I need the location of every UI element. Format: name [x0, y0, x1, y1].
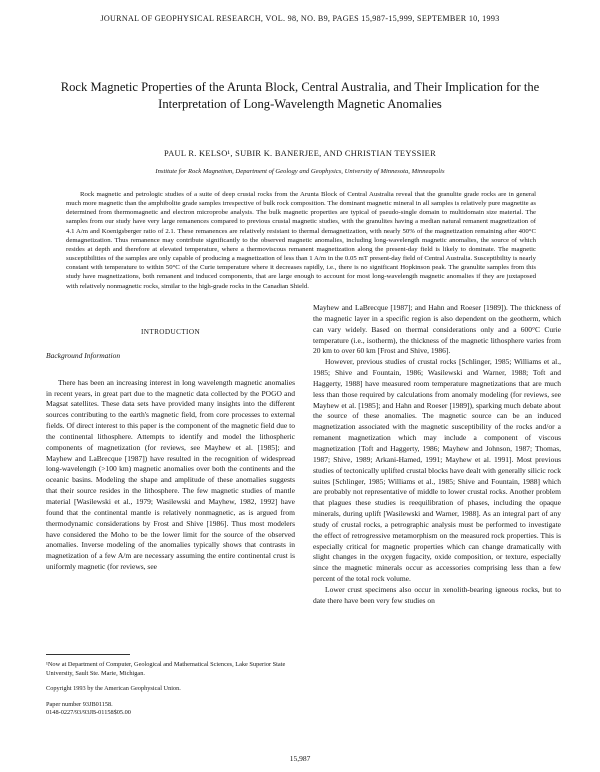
page-number: 15,987 [289, 754, 311, 763]
paper-title: Rock Magnetic Properties of the Arunta Block, Central Australia, and Their Implication for the Interpretation of Long-Wavelength Magnetic Anomalies [60, 80, 540, 111]
right-column [313, 303, 561, 607]
copyright-notice: Copyright 1993 by the American Geophysical Union. [46, 685, 181, 693]
affiliation: Institute for Rock Magnetism, Department of Geology and Geophysics, University of Minnesota, Minneapolis [155, 168, 445, 175]
issn-code: 0148-0227/93/93JB-01158$05.00 [46, 709, 131, 717]
intro-paragraph: There has been an increasing interest in long wavelength magnetic anomalies in recent years, in great part due to the magnetic data collected by the POGO and Magsat satellites. These data sets have provided many insights into the different sources contributing to the earth's magnetic field, from core processes to external fields. Of direct interest to this paper is the component of the magnetic field due to the continental lithosphere. Attempts to identify and model the lithospheric components of magnetization (for reviews, see Mayhew et al. [1985]; and Mayhew and LaBrecque [1987]) have resulted in the recognition of widespread long-wavelength (>100 km) magnetic anomalies over both the continents and the oceanic basins. Modeling the shape and amplitude of these anomalies suggests that their source resides in the lithosphere. The few magnetic studies of mantle material [Wasilewski et al., 1979; Wasilewski and Mayhew, 1982, 1992] have found that the continental mantle is relatively nonmagnetic, as is argued from thermodynamic considerations by Frost and Shive [1986]. Thus most modelers have considered the Moho to be the lower limit for the source of the observed anomalies. Inverse modeling of the anomalies typically shows that contrasts in magnetization of a few A/m are necessary assuming the entire continental crust is uniformly magnetic (for reviews, see [46, 377, 295, 572]
subsection-heading: Background Information [46, 350, 121, 360]
author-list: PAUL R. KELSO¹, SUBIR K. BANERJEE, AND CHRISTIAN TEYSSIER [164, 149, 436, 158]
intro-paragraph: However, previous studies of crustal rocks [Schlinger, 1985; Williams et al., 1985; Shive and Fountain, 1986; Wasilewski and Warner, 1988; Toft and Haggerty, 1988] have measured room temperature magnetizations that are much less than those required by calculations from anomaly modeling (for reviews, see Mayhew et al. [1985]; and Hahn and Roeser [1989]), sparking much debate about the source of these anomalies. The magnetic source can be an induced magnetization associated with the magnetic susceptibility of the rocks and/or a remanent magnetization which may include a component of viscous magnetization [Toft and Haggerty, 1986; Mayhew and Johnson, 1987; Thomas, 1987; Shive, 1989; Arkani-Hamed, 1991; Mayhew et al. 1991]. Most previous studies of tectonically uplifted crustal blocks have dealt with generally silicic rock suites [Schlinger, 1985; Williams et al., 1985; Shive and Fountain, 1988] which are probably not representative of middle to lower crustal rocks. Another problem that plagues these studies is reequilibration of phases, including the opaque minerals, during uplift [Wasilewski and Warner, 1988]. As an integral part of any study of crustal rocks, a petrographic analysis must be performed to investigate the effect of retrogressive metamorphism on the measured rock properties. This is especially critical for magnetic properties which can change dramatically with slight changes in the oxygen fugacity, oxide composition, or texture, especially since the magnetic minerals occur as accessories comprising less than a few percent of the total rock volume. [313, 357, 561, 584]
running-header: JOURNAL OF GEOPHYSICAL RESEARCH, VOL. 98, NO. B9, PAGES 15,987-15,999, SEPTEMBER 10, 1993 [100, 14, 500, 23]
left-column [46, 327, 295, 573]
author-address-footnote: ¹Now at Department of Computer, Geological and Mathematical Sciences, Lake Superior State University, Sault Ste. Marie, Michigan. [46, 661, 286, 677]
paper-number: Paper number 93JB01158. [46, 700, 113, 708]
intro-paragraph: Lower crust specimens also occur in xenolith-bearing igneous rocks, but to date there have been very few studies on [313, 584, 561, 605]
section-heading-introduction: INTRODUCTION [140, 328, 201, 336]
abstract: Rock magnetic and petrologic studies of a suite of deep crustal rocks from the Arunta Block of Central Australia reveal that the granulite grade rocks are in general much more magnetic than the amphibolite grade samples irrespective of bulk rock composition. The dominant magnetic mineral in all samples is relatively pure magnetite as determined from thermomagnetic and electron microprobe analysis. The bulk magnetic properties are typical of pseudo-single domain to multidomain size material. The samples from our study have very large remanences compared to previous crustal magnetic studies, with the granulites having a median natural remanent magnetization of 4.1 A/m and Koenigsberger ratio of 2.1. These remanences are relatively resistant to thermal demagnetization, with nearly 50% of the magnetization remaining after 400°C demagnetization. Thus remanence may contribute significantly to the observed magnetic anomalies, including long-wavelength magnetic anomalies, the source of which resides at depth and therefore at elevated temperature, where a thermoviscous remanent magnetization along the present-day field is likely to dominate. The magnetic susceptibilities of the samples are only capable of producing a magnetization of less than 1 A/m in the 0.05 mT present-day field of Central Australia. Susceptibility is nearly constant with temperature to within 50°C of the Curie temperature where it decreases rapidly, i.e., there is no significant Hopkinson peak. The granulite samples from this study have magnetizations, both remanent and induced components, that are large enough to account for most long-wavelength magnetic anomalies if they are juxtaposed with relatively nonmagnetic rocks, similar to the high-grade rocks in the Canadian Shield. [66, 191, 536, 290]
footnotes [46, 661, 295, 718]
footnote-rule [46, 654, 130, 655]
intro-paragraph-continued: Mayhew and LaBrecque [1987]; and Hahn and Roeser [1989]). The thickness of the magnetic layer in a specific region is also dependent on the geotherm, which can vary widely. Based on thermal considerations only and a 600°C Curie temperature (i.e., isotherm), the thickness of the magnetic lithosphere varies from 20 km to over 60 km [Frost and Shive, 1986]. [313, 303, 561, 356]
